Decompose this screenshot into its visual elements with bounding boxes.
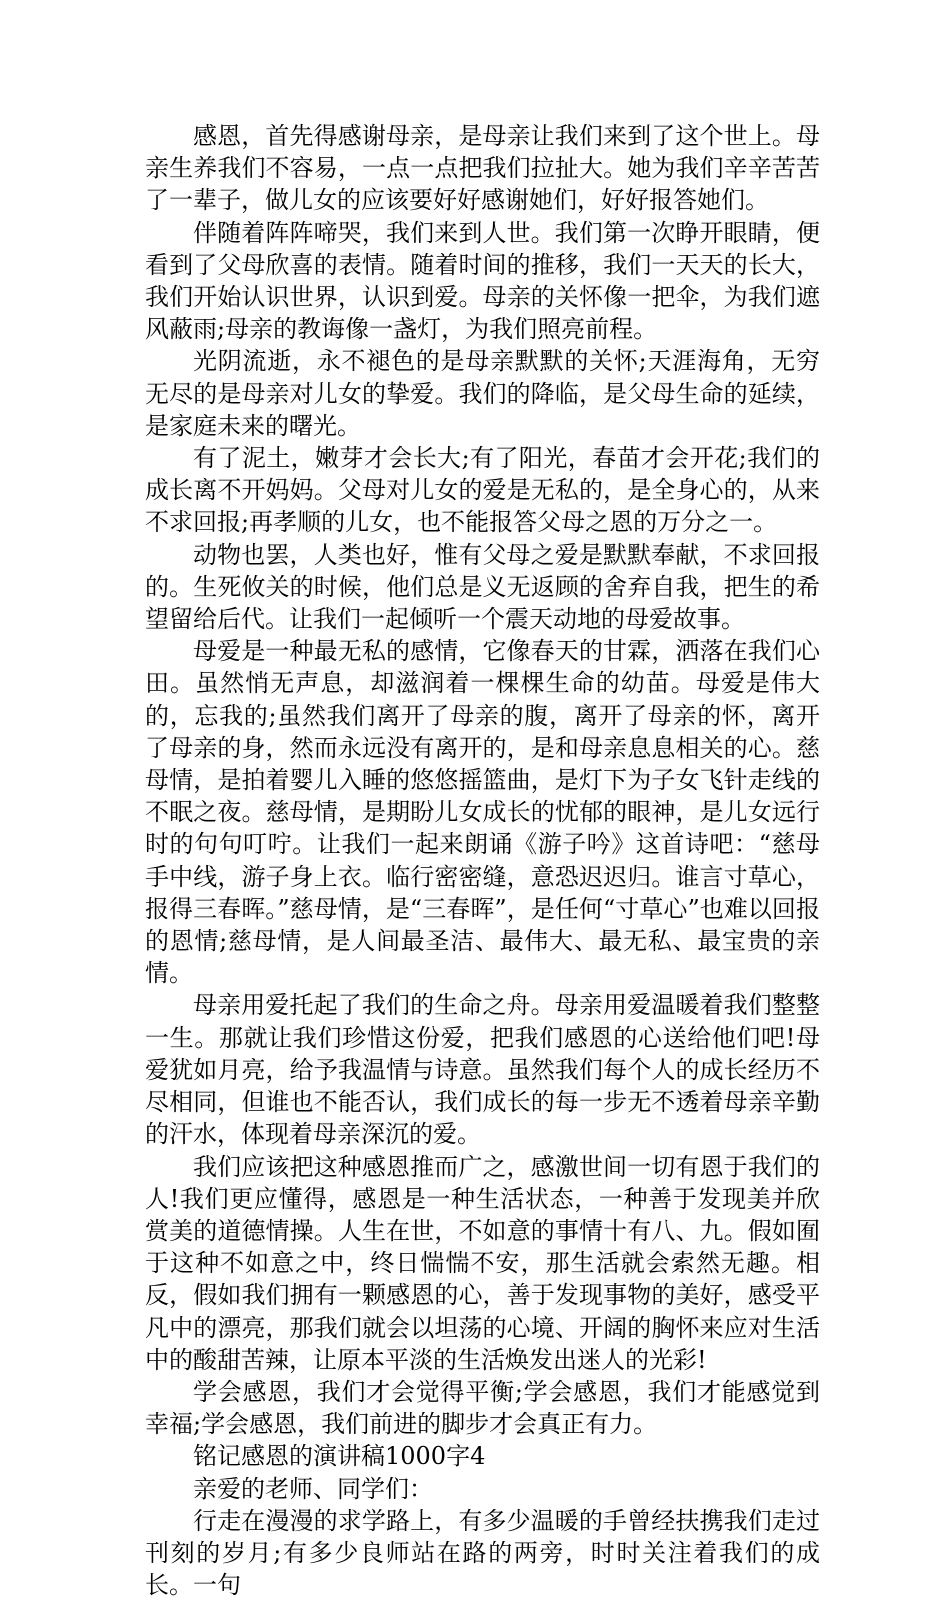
paragraph-learn-gratitude: 学会感恩，我们才会觉得平衡;学会感恩，我们才能感觉到幸福;学会感恩，我们前进的脚步才会真正有力。	[145, 1377, 820, 1439]
paragraph-spread-gratitude: 我们应该把这种感恩推而广之，感激世间一切有恩于我们的人!我们更应懂得，感恩是一种生活状态，一种善于发现美并欣赏美的道德情操。人生在世，不如意的事情十有八、九。假如囿于这种不如意之中，终日惴惴不安，那生活就会索然无趣。相反，假如我们拥有一颗感恩的心，善于发现事物的美好，感受平凡中的漂亮，那我们就会以坦荡的心境、开阔的胸怀来应对生活中的酸甜苦辣，让原本平淡的生活焕发出迷人的光彩!	[145, 1152, 820, 1374]
paragraph-thank-mother: 感恩，首先得感谢母亲，是母亲让我们来到了这个世上。母亲生养我们不容易，一点一点把我们拉扯大。她为我们辛辛苦苦了一辈子，做儿女的应该要好好感谢她们，好好报答她们。	[145, 122, 820, 215]
paragraph-soil-sunshine: 有了泥土，嫩芽才会长大;有了阳光，春苗才会开花;我们的成长离不开妈妈。父母对儿女的爱是无私的，是全身心的，从来不求回报;再孝顺的儿女，也不能报答父母之恩的万分之一。	[145, 444, 820, 537]
paragraph-parental-love: 动物也罢，人类也好，惟有父母之爱是默默奉献，不求回报的。生死攸关的时候，他们总是义无返顾的舍弃自我，把生的希望留给后代。让我们一起倾听一个震天动地的母爱故事。	[145, 540, 820, 634]
section-title: 铭记感恩的演讲稿1000字4	[193, 1442, 486, 1471]
paragraph-study-road: 行走在漫漫的求学路上，有多少温暖的手曾经扶携我们走过刊刻的岁月;有多少良师站在路的两旁，时时关注着我们的成长。一句	[145, 1506, 820, 1600]
document-body	[145, 120, 820, 1601]
paragraph-birth: 伴随着阵阵啼哭，我们来到人世。我们第一次睁开眼睛，便看到了父母欣喜的表情。随着时间的推移，我们一天天的长大，我们开始认识世界，认识到爱。母亲的关怀像一把伞，为我们遮风蔽雨;母亲的教诲像一盏灯，为我们照亮前程。	[145, 218, 820, 344]
paragraph-boat-of-life: 母亲用爱托起了我们的生命之舟。母亲用爱温暖着我们整整一生。那就让我们珍惜这份爱，把我们感恩的心送给他们吧!母爱犹如月亮，给予我温情与诗意。虽然我们每个人的成长经历不尽相同，但谁也不能否认，我们成长的每一步无不透着母亲辛勤的汗水，体现着母亲深沉的爱。	[145, 991, 820, 1149]
paragraph-time-passing: 光阴流逝，永不褪色的是母亲默默的关怀;天涯海角，无穷无尽的是母亲对儿女的挚爱。我们的降临，是父母生命的延续，是家庭未来的曙光。	[145, 347, 820, 440]
salutation: 亲爱的老师、同学们：	[193, 1474, 433, 1503]
paragraph-selfless-love: 母爱是一种最无私的感情，它像春天的甘霖，洒落在我们心田。虽然悄无声息，却滋润着一棵棵生命的幼苗。母爱是伟大的，忘我的;虽然我们离开了母亲的腹，离开了母亲的怀，离开了母亲的身，然而永远没有离开的，是和母亲息息相关的心。慈母情，是拍着婴儿入睡的悠悠摇篮曲，是灯下为子女飞针走线的不眠之夜。慈母情，是期盼儿女成长的忧郁的眼神，是儿女远行时的句句叮咛。让我们一起来朗诵《游子吟》这首诗吧：“慈母手中线，游子身上衣。临行密密缝，意恐迟迟归。谁言寸草心，报得三春晖。”慈母情，是“三春晖”，是任何“寸草心”也难以回报的恩情;慈母情，是人间最圣洁、最伟大、最无私、最宝贵的亲情。	[145, 637, 820, 988]
